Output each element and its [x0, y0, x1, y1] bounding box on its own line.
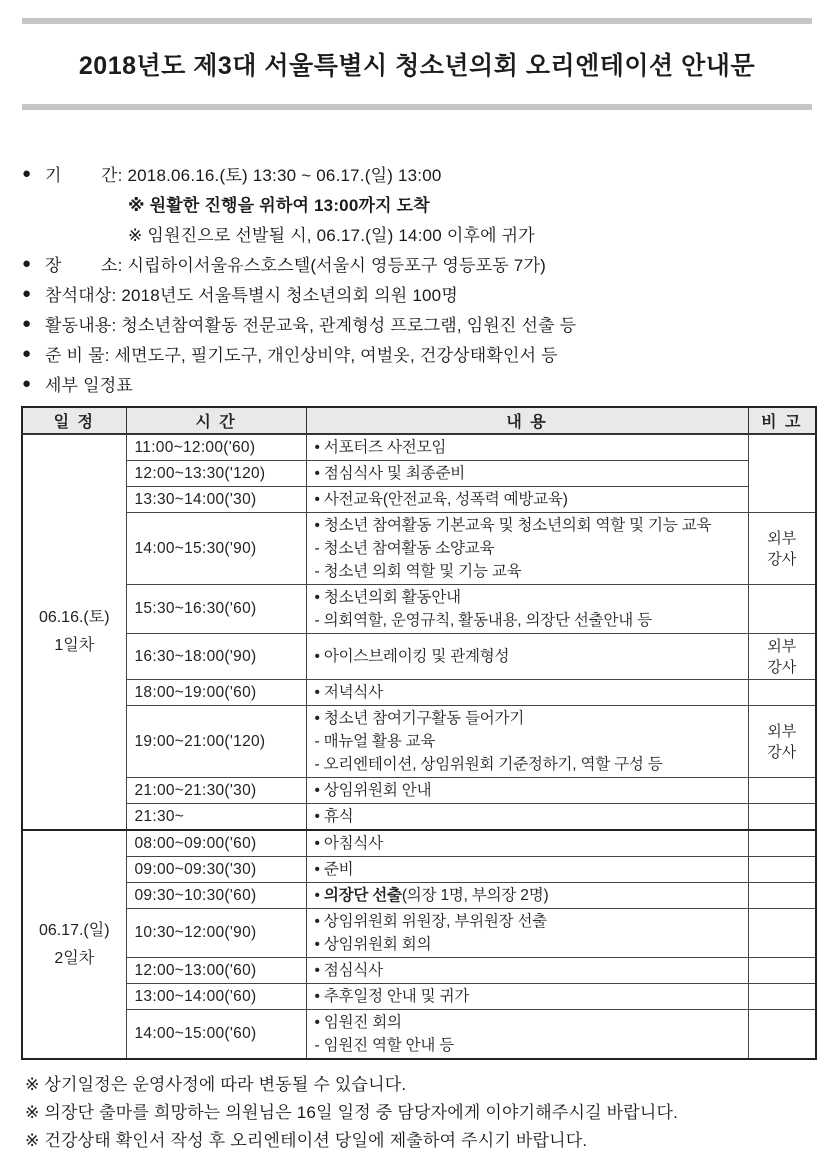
time-cell: 13:00~14:00('60): [126, 984, 306, 1010]
schedule-heading-text: 세부 일정표: [45, 375, 134, 395]
info-note-arrival-text: ※ 원활한 진행을 위하여 13:00까지 도착: [128, 195, 430, 215]
note-cell: [748, 830, 816, 857]
table-row: [22, 434, 816, 461]
info-item-supplies: [0, 338, 835, 368]
time-cell: 09:00~09:30('30): [126, 857, 306, 883]
schedule-subitem: - 청소년 참여활동 소양교육: [314, 540, 495, 557]
schedule-item: • 추후일정 안내 및 귀가: [314, 988, 470, 1005]
content-cell: [306, 1010, 748, 1060]
note-line: 강사: [767, 743, 797, 761]
page-title: 2018년도 제3대 서울특별시 청소년의회 오리엔테이션 안내문: [78, 52, 756, 80]
column-header-content: 내 용: [306, 407, 748, 434]
day2-cell: [22, 830, 126, 1059]
time-cell: 18:00~19:00('60): [126, 680, 306, 706]
time-cell: 12:00~13:30('120): [126, 461, 306, 487]
schedule-item: • 청소년 참여활동 기본교육 및 청소년의회 역할 및 기능 교육: [314, 517, 712, 534]
time-cell: 19:00~21:00('120): [126, 706, 306, 778]
schedule-item: • 아침식사: [314, 835, 383, 852]
info-activity-text: 활동내용: 청소년참여활동 전문교육, 관계형성 프로그램, 임원진 선출 등: [45, 315, 577, 335]
content-cell: [306, 984, 748, 1010]
note-cell: [748, 585, 816, 634]
table-row: [22, 857, 816, 883]
table-row: [22, 487, 816, 513]
schedule-item: • 점심식사 및 최종준비: [314, 465, 466, 482]
content-cell: [306, 585, 748, 634]
table-row: [22, 1010, 816, 1060]
column-header-note: 비 고: [748, 407, 816, 434]
note-cell: [748, 680, 816, 706]
info-note-officers-text: ※ 임원진으로 선발될 시, 06.17.(일) 14:00 이후에 귀가: [128, 225, 535, 245]
day1-cell: [22, 434, 126, 830]
note-line: 강사: [767, 658, 797, 676]
footnotes-section: [25, 1068, 835, 1152]
table-row: [22, 778, 816, 804]
time-cell: 15:30~16:30('60): [126, 585, 306, 634]
time-cell: 21:00~21:30('30): [126, 778, 306, 804]
bullet-icon: ●: [22, 374, 32, 392]
footnote: ※ 건강상태 확인서 작성 후 오리엔테이션 당일에 제출하여 주시기 바랍니다.: [25, 1130, 588, 1150]
table-header-row: [22, 407, 816, 434]
table-row: [22, 513, 816, 585]
note-cell-external-lecturer: [748, 706, 816, 778]
text-part-bold: 의장단 선출: [323, 887, 402, 904]
time-cell: 12:00~13:00('60): [126, 958, 306, 984]
day2-date: 06.17.(일): [38, 921, 110, 939]
table-row: [22, 804, 816, 831]
note-cell: [748, 958, 816, 984]
info-item-period: [0, 158, 835, 188]
bullet-icon: ●: [22, 344, 32, 362]
info-place-text: 장 소: 시립하이서울유스호스텔(서울시 영등포구 영등포동 7가): [45, 255, 546, 275]
schedule-item: • 서포터즈 사전모임: [314, 439, 447, 456]
day1-date: 06.16.(토): [38, 609, 110, 626]
time-cell: 14:00~15:00('60): [126, 1010, 306, 1060]
schedule-item: • 상임위원회 안내: [314, 782, 432, 799]
info-note-arrival: [0, 188, 835, 218]
time-cell: 09:30~10:30('60): [126, 883, 306, 909]
content-cell: [306, 434, 748, 461]
table-row: [22, 909, 816, 958]
content-cell: [306, 680, 748, 706]
content-cell: [306, 634, 748, 680]
info-item-place: [0, 248, 835, 278]
schedule-item: • 점심식사: [314, 962, 383, 979]
text-part: •: [314, 887, 324, 904]
schedule-subitem: - 매뉴얼 활용 교육: [314, 733, 436, 750]
time-cell: 13:30~14:00('30): [126, 487, 306, 513]
note-cell-external-lecturer: [748, 513, 816, 585]
table-row: [22, 830, 816, 857]
schedule-item: • 임원진 회의: [314, 1014, 402, 1031]
note-cell: [748, 434, 816, 513]
document-page: [0, 18, 835, 1150]
table-row: [22, 461, 816, 487]
day1-label: 1일차: [54, 637, 95, 654]
note-cell: [748, 804, 816, 831]
schedule-item: • 준비: [314, 861, 354, 878]
note-cell: [748, 857, 816, 883]
time-cell: 11:00~12:00('60): [126, 434, 306, 461]
time-cell: 16:30~18:00('90): [126, 634, 306, 680]
info-attendees-text: 참석대상: 2018년도 서울특별시 청소년의회 의원 100명: [45, 285, 458, 305]
info-section: [0, 158, 835, 398]
note-line: 외부: [767, 529, 797, 547]
note-cell: [748, 1010, 816, 1060]
content-cell: [306, 513, 748, 585]
table-row: [22, 958, 816, 984]
time-cell: 10:30~12:00('90): [126, 909, 306, 958]
info-item-activity: [0, 308, 835, 338]
table-row: [22, 706, 816, 778]
schedule-item: • 사전교육(안전교육, 성폭력 예방교육): [314, 491, 568, 508]
bullet-icon: ●: [22, 314, 32, 332]
note-cell: [748, 984, 816, 1010]
note-cell: [748, 778, 816, 804]
day2-label: 2일차: [54, 949, 95, 967]
info-item-attendees: [0, 278, 835, 308]
schedule-subitem: - 의회역할, 운영규칙, 활동내용, 의장단 선출안내 등: [314, 612, 652, 629]
time-cell: 08:00~09:00('60): [126, 830, 306, 857]
schedule-item: • 청소년 참여기구활동 들어가기: [314, 710, 525, 727]
content-cell: [306, 487, 748, 513]
text-part: (의장 1명, 부의장 2명): [401, 887, 549, 904]
schedule-item: • 아이스브레이킹 및 관계형성: [314, 648, 510, 665]
schedule-item: • 상임위원회 회의: [314, 936, 432, 953]
info-supplies-text: 준 비 물: 세면도구, 필기도구, 개인상비약, 여벌옷, 건강상태확인서 등: [45, 345, 558, 365]
content-cell: [306, 461, 748, 487]
info-item-schedule-heading: [0, 368, 835, 398]
schedule-item: • 휴식: [314, 808, 354, 825]
column-header-time: 시 간: [126, 407, 306, 434]
note-line: 외부: [767, 637, 797, 655]
info-period-text: 기 간: 2018.06.16.(토) 13:30 ~ 06.17.(일) 13:00: [45, 165, 442, 185]
time-cell: 14:00~15:30('90): [126, 513, 306, 585]
content-cell: [306, 958, 748, 984]
content-cell: [306, 778, 748, 804]
info-note-officers: [0, 218, 835, 248]
content-cell: [306, 857, 748, 883]
footnote: ※ 의장단 출마를 희망하는 의원님은 16일 일정 중 담당자에게 이야기해주시길 바랍니다.: [25, 1102, 679, 1122]
content-cell: [306, 706, 748, 778]
schedule-subitem: - 오리엔테이션, 상임위원회 기준정하기, 역할 구성 등: [314, 756, 663, 773]
note-cell: [748, 909, 816, 958]
title-box: [22, 18, 812, 110]
schedule-subitem: - 청소년 의회 역할 및 기능 교육: [314, 563, 522, 580]
table-row: [22, 883, 816, 909]
note-line: 외부: [767, 722, 797, 740]
table-row: [22, 585, 816, 634]
footnote: ※ 상기일정은 운영사정에 따라 변동될 수 있습니다.: [25, 1074, 407, 1094]
note-cell: [748, 883, 816, 909]
bullet-icon: ●: [22, 284, 32, 302]
bullet-icon: ●: [22, 164, 32, 182]
time-cell: 21:30~: [126, 804, 306, 831]
table-row: [22, 984, 816, 1010]
table-row: [22, 634, 816, 680]
schedule-table: [21, 406, 817, 1060]
note-cell-external-lecturer: [748, 634, 816, 680]
table-row: [22, 680, 816, 706]
schedule-item: • 청소년의회 활동안내: [314, 589, 461, 606]
schedule-subitem: - 임원진 역할 안내 등: [314, 1037, 455, 1054]
schedule-item: • 저녁식사: [314, 684, 383, 701]
bullet-icon: ●: [22, 254, 32, 272]
schedule-item: • 상임위원회 위원장, 부위원장 선출: [314, 913, 548, 930]
note-line: 강사: [767, 550, 797, 568]
schedule-item-chair-election: [315, 884, 747, 907]
column-header-schedule: 일 정: [22, 407, 126, 434]
content-cell: [306, 804, 748, 831]
content-cell: [306, 830, 748, 857]
content-cell: [306, 909, 748, 958]
content-cell: [306, 883, 748, 909]
